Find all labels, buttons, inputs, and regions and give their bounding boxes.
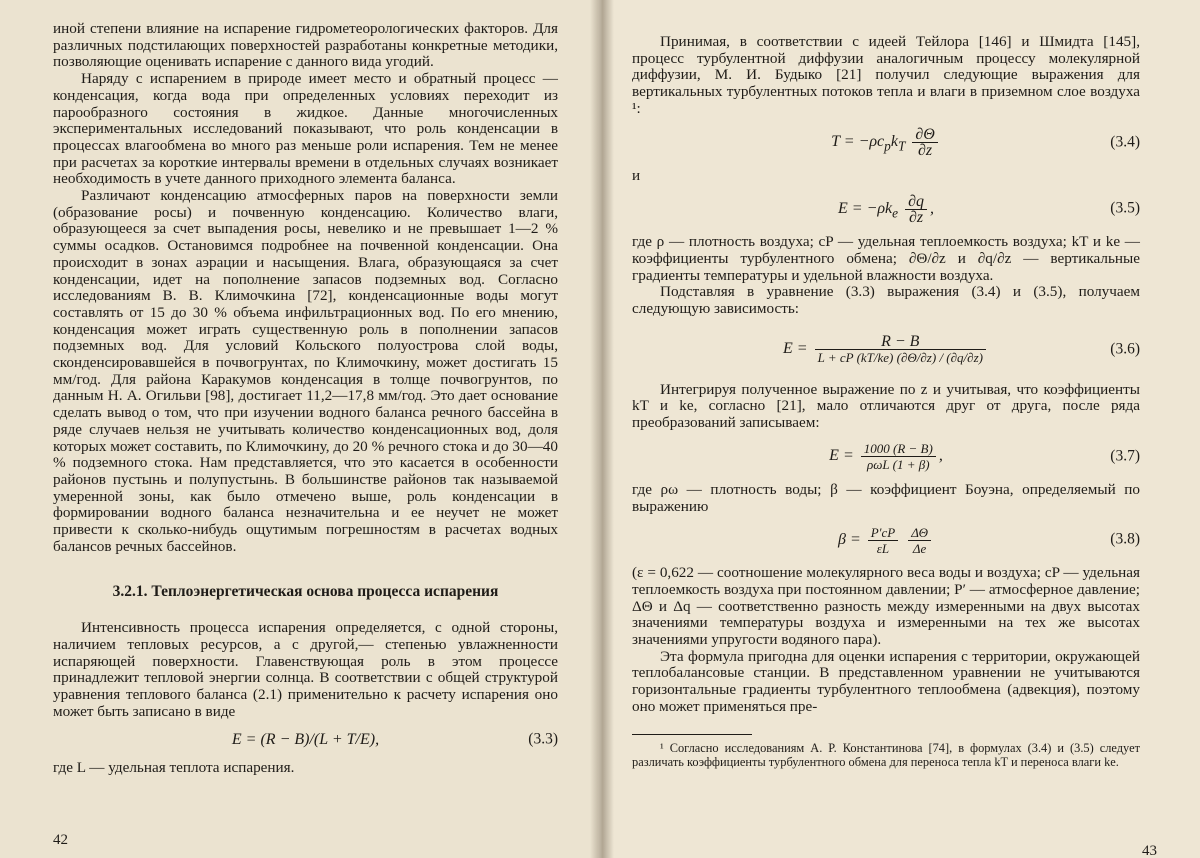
paragraph: (ε = 0,622 — соотношение молекулярного веса воды и воздуха; cP — удельная теплоемкость воздуха при постоянном давлении; P′ — атмосферное давление; ΔΘ и Δq — соответственно разность между измеренными на двух высотах значениями температуры воздуха и измеренными на тех же высотах значениями упругости водяного пара). <box>632 564 1140 649</box>
paragraph: где ρω — плотность воды; β — коэффициент Боуэна, определяемый по выражению <box>632 480 1140 515</box>
eq-lhs: E = −ρk <box>838 199 893 217</box>
paragraph: Интенсивность процесса испарения определяется, с одной стороны, наличием тепловых ресурсов, а с другой,— степенью увлажненности испаряющей поверхности. Главенствующая роль в этом процессе принадлежит тепловой энергии солнца. В соответствии с общей структурой уравнения теплового баланса (2.1) применительно к расчету испарения оно может быть записано в виде <box>53 619 558 720</box>
equation-3-3 <box>53 720 558 760</box>
right-text-column <box>632 34 1140 769</box>
equation-number: (3.4) <box>1110 133 1140 151</box>
equation-3-8 <box>632 515 1140 565</box>
fraction: $\frac{\partial\Theta}{\partial z}$ <box>912 127 937 158</box>
eq-lhs: E = <box>829 447 854 465</box>
section-heading: 3.2.1. Теплоэнергетическая основа процесса испарения <box>112 582 499 600</box>
paragraph: где ρ — плотность воздуха; cP — удельная теплоемкость воздуха; kT и ke — коэффициенты турбулентного обмена; ∂Θ/∂z и ∂q/∂z — вертикальные градиенты температуры и удельной влажности воздуха. <box>632 233 1140 284</box>
equation-number: (3.6) <box>1110 340 1140 358</box>
book-gutter <box>590 0 614 858</box>
paragraph: Подставляя в уравнение (3.3) выражения (3.4) и (3.5), получаем следующую зависимость: <box>632 283 1140 318</box>
page-number: 42 <box>53 832 68 848</box>
paragraph: Принимая, в соответствии с идеей Тейлора [146] и Шмидта [145], процесс турбулентной диффузии аналогичным процессу молекулярной диффузии, М. И. Будыко [21] получил следующие выражения для вертикальных турбулентных потоков тепла и влаги в приземном слое воздуха ¹: <box>632 33 1140 117</box>
fraction: $\frac{R - B}{L + cP (kT/ke) (\partial\Theta/\partial z) / (\partial q/\partial z)}$ <box>815 334 986 365</box>
eq-lhs: E = <box>783 340 808 358</box>
conjunction: и <box>632 166 641 184</box>
equation-3-7: E = $\frac{1000 (R - B)}{\text{ρωL (1 + β)}}$ , (3.7) <box>829 441 1140 473</box>
paragraph: где L — удельная теплота испарения. <box>53 759 295 777</box>
footnote: ¹ Согласно исследованиям А. Р. Константинова [74], в формулах (3.4) и (3.5) следует различать коэффициенты турбулентного обмена для переноса тепла kT и переноса влаги ke. <box>632 740 1140 769</box>
paragraph: иной степени влияние на испарение гидрометеорологических факторов. Для различных подстилающих поверхностей разработаны конкретные методики, позволяющие оценивать испарение с данного вида угодий. <box>53 20 558 71</box>
left-text-column <box>53 21 558 777</box>
eq-sub: T <box>897 138 906 154</box>
equation-3-6 <box>632 318 1140 382</box>
equation-3-5: $E = -\rho k_e$ $\frac{\partial q}{\partial z}$ , (3.5) <box>838 192 1140 226</box>
fraction: $\frac{\Delta\Theta}{\Delta e}$ <box>908 525 931 556</box>
equation-formula: E = (R − B)/(L + T/E), <box>231 731 380 749</box>
equation-number: (3.5) <box>1110 199 1140 217</box>
paragraph: Эта формула пригодна для оценки испарения с территории, окружающей теплобалансовые станции. В представленном уравнении не учитываются горизонтальные градиенты турбулентного теплообмена (адвекция), поэтому оно может применяться пре- <box>632 647 1140 715</box>
eq-lhs: T = −ρc <box>831 133 885 151</box>
paragraph: Интегрируя полученное выражение по z и учитывая, что коэффициенты kT и ke, согласно [21], мало отличаются друг от друга, после ряда преобразований записываем: <box>632 380 1140 432</box>
fraction: $\frac{P'cP}{\varepsilon L}$ <box>868 525 899 556</box>
eq-mid: k <box>890 133 898 151</box>
left-page <box>0 0 598 858</box>
equation-3-4 <box>632 118 1140 168</box>
paragraph: Наряду с испарением в природе имеет место и обратный процесс — конденсация, когда вода при определенных условиях переходит из парообразного состояния в жидкое. Данные многочисленных экспериментальных исследований показывают, что роль конденсации в процессах влагообмена во много раз меньше роли испарения. Тем не менее при расчетах за короткие интервалы времени в отдельных случаях возникает необходимость в учете данного приходного элемента баланса. <box>53 70 558 188</box>
equation-number: (3.3) <box>528 731 558 749</box>
footnote-rule <box>632 734 752 735</box>
fraction: $\frac{\partial q}{\partial z}$ <box>905 194 927 225</box>
eq-sub: p <box>884 138 891 154</box>
fraction: $\frac{1000 (R - B)}{\text{ρωL (1 + β)}}$ <box>861 441 936 472</box>
equation-number: (3.8) <box>1110 530 1140 548</box>
eq-sub: e <box>892 205 899 221</box>
paragraph: Различают конденсацию атмосферных паров на поверхности земли (образование росы) и почвенную конденсацию. Количество влаги, образующееся за счет выпадения росы, невелико и не превышает 1—2 % суммы осадков. Остановимся подробнее на почвенной конденсации. Она происходит в зонах аэрации и насыщения. Влага, образующаяся за счет конденсации, идет на пополнение запасов подземных вод. Согласно исследованиям В. В. Климочкина [72], конденсационные воды могут составлять от 15 до 30 % объема инфильтрационных вод. По его мнению, конденсация может играть существенную роль в пополнении запасов подземных вод. Для условий Кольского полуострова слой воды, сконденсировавшейся в почвогрунтах, по Климочкину, может достигать 15 мм/год. Для района Каракумов конденсация в толще почвогрунтов, по данным Н. А. Огильви [98], достигает 11,2—17,8 мм/год. Это дает основание сделать вывод о том, что при изучении водного баланса речного бассейна в ряде случаев нельзя не учитывать количество конденсационных вод, доля которых может составить, по Климочкину, до 20 % речного стока и до 30—40 % подземного стока. Нам представляется, что это касается в особенности районов пустынь и полупустынь. В большинстве районов так называемой умеренной зоны, как было отмечено выше, роль конденсации в формировании водного баланса незначительна и ее неучет не может привести к сколько-нибудь ощутимым погрешностям в расчетах водных балансов речных бассейнов. <box>53 187 558 555</box>
page-number: 43 <box>1142 843 1157 858</box>
eq-lhs: β = <box>837 530 861 548</box>
right-page <box>602 0 1200 858</box>
equation-number: (3.7) <box>1110 447 1140 465</box>
